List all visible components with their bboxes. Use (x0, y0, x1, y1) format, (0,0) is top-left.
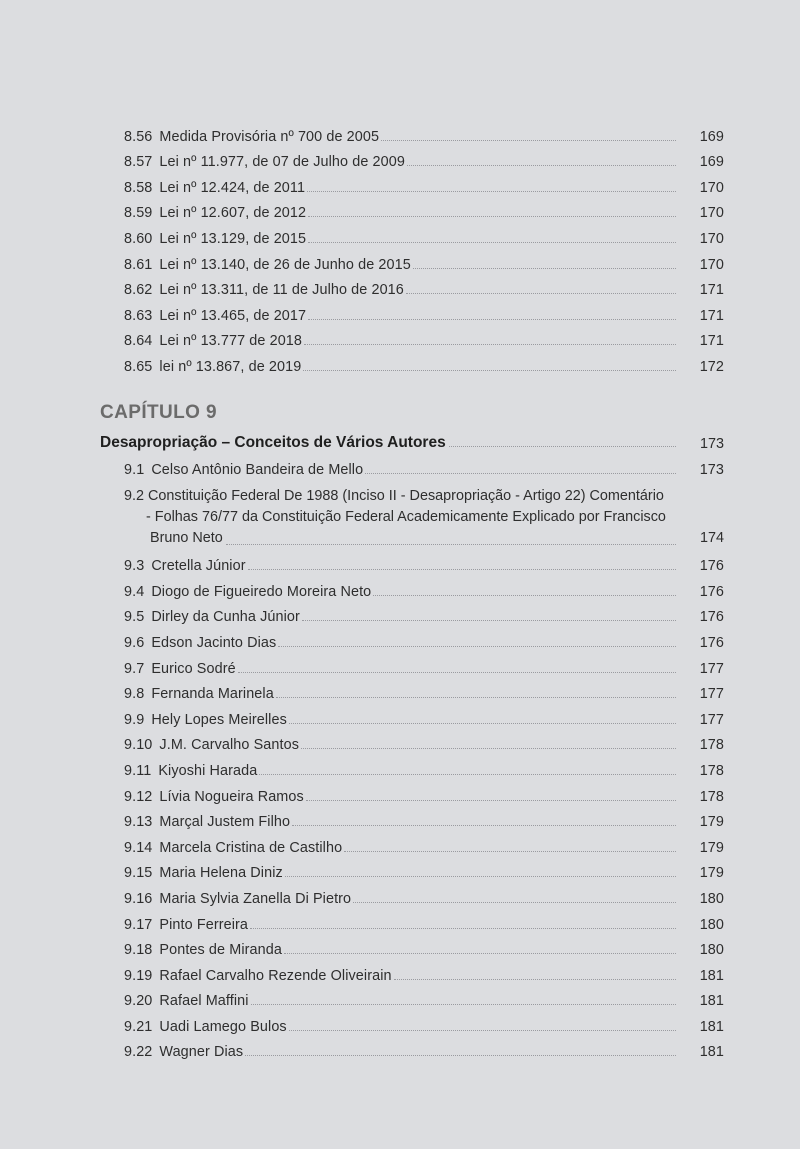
toc-entry-label (124, 359, 301, 375)
toc-entry[interactable] (124, 625, 724, 651)
leader-dots (406, 293, 676, 294)
toc-entry[interactable] (124, 830, 724, 856)
toc-entry[interactable] (124, 273, 724, 299)
toc-entry[interactable] (124, 247, 724, 273)
toc-entry-title: J.M. Carvalho Santos (159, 737, 299, 754)
leader-dots (285, 876, 676, 877)
leader-dots (238, 672, 676, 673)
leader-dots (248, 569, 676, 570)
toc-entry-title: Lei nº 13.311, de 11 de Julho de 2016 (159, 282, 404, 299)
leader-dots (306, 800, 676, 801)
toc-entry-title: Kiyoshi Harada (158, 762, 258, 779)
toc-entry-number: 9.12 (124, 788, 153, 805)
toc-entry-number: 9.7 (124, 660, 145, 677)
toc-entry-number: 8.61 (124, 256, 153, 273)
toc-entry-page: 178 (699, 737, 724, 754)
toc-entry-title: Diogo de Figueiredo Moreira Neto (151, 583, 372, 600)
leader-dots (302, 620, 676, 621)
leader-dots (365, 473, 676, 474)
leader-dots (303, 370, 676, 371)
toc-entry-number: 9.8 (124, 686, 145, 703)
leader-dots (308, 216, 676, 217)
toc-entry-title: Dirley da Cunha Júnior (151, 609, 300, 626)
toc-entry-page: 180 (699, 916, 724, 933)
toc-entry-page: 174 (699, 529, 724, 546)
toc-entry-label (124, 129, 379, 145)
toc-entry-number: 9.14 (124, 839, 153, 856)
toc-entry[interactable] (124, 728, 724, 754)
leader-dots (449, 446, 676, 447)
toc-entry-label (124, 814, 290, 830)
toc-entry-number: 8.58 (124, 179, 153, 196)
toc-entry-title: Celso Antônio Bandeira de Mello (151, 461, 364, 478)
toc-entry[interactable] (124, 779, 724, 805)
leader-dots (292, 825, 676, 826)
toc-entry-label (124, 1044, 243, 1060)
toc-entry-label (124, 1019, 287, 1035)
leader-dots (284, 953, 676, 954)
toc-entry-title: Lei nº 13.140, de 26 de Junho de 2015 (159, 256, 411, 273)
toc-entry-page: 177 (699, 660, 724, 677)
toc-entry[interactable] (124, 170, 724, 196)
toc-section-8 (0, 119, 800, 375)
toc-entry-title: Rafael Maffini (159, 993, 249, 1010)
toc-entry-number: 9.17 (124, 916, 153, 933)
toc-entry-title: Lívia Nogueira Ramos (159, 788, 304, 805)
toc-entry-title: Lei nº 13.129, de 2015 (159, 230, 307, 247)
toc-entry[interactable] (124, 651, 724, 677)
toc-entry-page: 179 (699, 865, 724, 882)
toc-entry-title: Maria Sylvia Zanella Di Pietro (159, 890, 352, 907)
toc-entry-label (124, 993, 249, 1009)
toc-entry-page: 170 (699, 205, 724, 222)
toc-entry-number: 9.13 (124, 814, 153, 831)
toc-entry-label (124, 789, 304, 805)
toc-entry[interactable] (124, 958, 724, 984)
toc-entry-number: 9.16 (124, 890, 153, 907)
toc-entry-page: 171 (699, 282, 724, 299)
leader-dots (245, 1055, 676, 1056)
toc-entry-title: Uadi Lamego Bulos (159, 1018, 287, 1035)
toc-entry-line-1: 9.2 Constituição Federal De 1988 (Inciso II - Desapropriação - Artigo 22) Comentário (124, 487, 664, 504)
leader-dots (289, 723, 676, 724)
toc-entry[interactable] (124, 324, 724, 350)
leader-dots (373, 595, 676, 596)
chapter-heading: CAPÍTULO 9 (100, 402, 217, 423)
toc-entry-title: Maria Helena Diniz (159, 865, 283, 882)
toc-entry-page: 170 (699, 230, 724, 247)
toc-entry-number: 9.22 (124, 1044, 153, 1061)
toc-entry-page: 181 (699, 967, 724, 984)
toc-entry-page: 171 (699, 333, 724, 350)
toc-entry-label (124, 231, 306, 247)
toc-entry-label (124, 968, 392, 984)
toc-entry-title: Lei nº 12.607, de 2012 (159, 205, 307, 222)
toc-entry-label (124, 205, 306, 221)
toc-entry-label (124, 609, 300, 625)
toc-entry-label (124, 462, 363, 478)
toc-entry-label (124, 584, 371, 600)
toc-entry-number: 9.5 (124, 609, 145, 626)
toc-entry-number: 9.15 (124, 865, 153, 882)
toc-entry-page: 170 (699, 256, 724, 273)
leader-dots (276, 697, 676, 698)
toc-entry[interactable] (124, 805, 724, 831)
toc-entry-label (124, 712, 287, 728)
toc-entry[interactable] (124, 549, 724, 575)
toc-entry-label (124, 891, 351, 907)
toc-entry-title: Cretella Júnior (151, 558, 246, 575)
toc-entry-number: 8.59 (124, 205, 153, 222)
toc-entry-number: 9.21 (124, 1018, 153, 1035)
toc-entry-page: 181 (699, 1044, 724, 1061)
toc-entry[interactable] (124, 1009, 724, 1035)
toc-entry-number: 8.64 (124, 333, 153, 350)
toc-entry[interactable] (124, 119, 724, 145)
toc-entry-number: 9.10 (124, 737, 153, 754)
toc-entry-number: 8.56 (124, 128, 153, 145)
toc-entry-page: 179 (699, 814, 724, 831)
toc-entry-label (124, 635, 276, 651)
toc-entry-number: 8.62 (124, 282, 153, 299)
chapter-9-block (0, 402, 800, 1060)
toc-entry-page: 180 (699, 890, 724, 907)
toc-entry-title: Marcela Cristina de Castilho (159, 839, 343, 856)
leader-dots (250, 928, 676, 929)
toc-entry-number: 9.4 (124, 583, 145, 600)
toc-entry-label (124, 840, 342, 856)
toc-entry-title: Rafael Carvalho Rezende Oliveirain (159, 967, 392, 984)
toc-entry[interactable] (124, 881, 724, 907)
toc-entry-number: 9.6 (124, 634, 145, 651)
toc-entry-label (124, 558, 246, 574)
leader-dots (407, 165, 676, 166)
toc-entry[interactable] (124, 856, 724, 882)
toc-entry-label (124, 308, 306, 324)
leader-dots (251, 1004, 676, 1005)
toc-entry-title: Wagner Dias (159, 1044, 244, 1061)
leader-dots (413, 268, 676, 269)
toc-entry-title: Fernanda Marinela (151, 686, 274, 703)
toc-entry-number: 9.1 (124, 461, 145, 478)
toc-entry-label (124, 917, 248, 933)
toc-entry-number: 9.3 (124, 558, 145, 575)
leader-dots (308, 242, 676, 243)
toc-entry[interactable] (124, 677, 724, 703)
leader-dots (259, 774, 676, 775)
toc-entry-title: Marçal Justem Filho (159, 814, 291, 831)
toc-entry-page: 181 (699, 993, 724, 1010)
toc-entry-page: 169 (699, 154, 724, 171)
leader-dots (307, 191, 676, 192)
toc-entry-label (124, 282, 404, 298)
toc-entry-page: 169 (699, 128, 724, 145)
toc-entry-page: 178 (699, 762, 724, 779)
toc-entry[interactable] (124, 1035, 724, 1061)
toc-entry-title: Pinto Ferreira (159, 916, 248, 933)
toc-entry-page: 176 (699, 558, 724, 575)
toc-entry[interactable] (124, 907, 724, 933)
toc-entry[interactable] (124, 221, 724, 247)
toc-entry-label (124, 686, 274, 702)
leader-dots (301, 748, 676, 749)
toc-entry-label (124, 180, 305, 196)
toc-entry-title: Lei nº 12.424, de 2011 (159, 179, 306, 196)
leader-dots (304, 344, 676, 345)
toc-entry-label (124, 257, 411, 273)
toc-entry-title: Pontes de Miranda (159, 942, 282, 959)
toc-entry-page: 181 (699, 1018, 724, 1035)
toc-entry-title: Lei nº 13.465, de 2017 (159, 307, 307, 324)
toc-entry-title: Eurico Sodré (151, 660, 236, 677)
toc-entry[interactable] (124, 349, 724, 375)
toc-entry[interactable] (124, 298, 724, 324)
toc-entry-page: 178 (699, 788, 724, 805)
toc-entry-page: 180 (699, 942, 724, 959)
toc-entry-page: 171 (699, 307, 724, 324)
toc-entry-page: 173 (699, 461, 724, 478)
toc-entry[interactable] (124, 753, 724, 779)
toc-entry-page: 179 (699, 839, 724, 856)
toc-entry-page: 177 (699, 711, 724, 728)
leader-dots (278, 646, 676, 647)
toc-entry-title: Medida Provisória nº 700 de 2005 (159, 128, 380, 145)
toc-entry-label (124, 333, 302, 349)
toc-entry-page: 170 (699, 179, 724, 196)
toc-entry[interactable] (124, 145, 724, 171)
toc-chapter-9-entries (0, 549, 800, 1061)
toc-entry-page: 172 (699, 358, 724, 375)
leader-dots (226, 544, 676, 545)
toc-entry-number: 8.63 (124, 307, 153, 324)
toc-entry-page: 176 (699, 583, 724, 600)
toc-entry-number: 9.20 (124, 993, 153, 1010)
toc-entry-title: Edson Jacinto Dias (151, 634, 277, 651)
toc-entry-number: 9.11 (124, 762, 152, 779)
toc-entry-title: Lei nº 11.977, de 07 de Julho de 2009 (159, 154, 405, 171)
toc-entry-line-3 (150, 528, 724, 549)
leader-dots (381, 140, 676, 141)
toc-entry-number: 9.9 (124, 711, 145, 728)
leader-dots (394, 979, 676, 980)
chapter-title-entry[interactable] (100, 428, 724, 452)
toc-entry-title: Lei nº 13.777 de 2018 (159, 333, 303, 350)
toc-entry[interactable] (124, 600, 724, 626)
toc-entry-label (124, 737, 299, 753)
toc-entry-line-2: - Folhas 76/77 da Constituição Federal Academicamente Explicado por Francisco (146, 508, 666, 525)
leader-dots (353, 902, 676, 903)
toc-entry-title: Hely Lopes Meirelles (151, 711, 287, 728)
leader-dots (344, 851, 676, 852)
toc-entry-title: lei nº 13.867, de 2019 (159, 358, 302, 375)
toc-entry[interactable] (124, 933, 724, 959)
toc-entry[interactable] (124, 196, 724, 222)
toc-entry-9-2[interactable] (124, 478, 724, 549)
toc-entry[interactable] (124, 702, 724, 728)
toc-entry-label (124, 154, 405, 170)
toc-entry-number: 8.57 (124, 154, 153, 171)
toc-entry-page: 176 (699, 609, 724, 626)
toc-entry-number: 9.18 (124, 942, 153, 959)
toc-entry-label (124, 763, 257, 779)
toc-entry-line-3-text: Bruno Neto (150, 529, 223, 546)
toc-entry-9-1[interactable] (124, 452, 724, 478)
leader-dots (308, 319, 676, 320)
toc-entry-number: 8.65 (124, 358, 153, 375)
toc-entry-label (124, 661, 236, 677)
toc-entry-page: 176 (699, 634, 724, 651)
toc-entry-label (124, 942, 282, 958)
toc-entry-page: 177 (699, 686, 724, 703)
chapter-title: Desapropriação – Conceitos de Vários Autores (100, 434, 446, 451)
toc-entry[interactable] (124, 574, 724, 600)
chapter-page-number: 173 (699, 436, 724, 452)
toc-entry-number: 8.60 (124, 230, 153, 247)
toc-entry-number: 9.19 (124, 967, 153, 984)
toc-entry[interactable] (124, 984, 724, 1010)
toc-entry-label (124, 865, 283, 881)
leader-dots (289, 1030, 676, 1031)
